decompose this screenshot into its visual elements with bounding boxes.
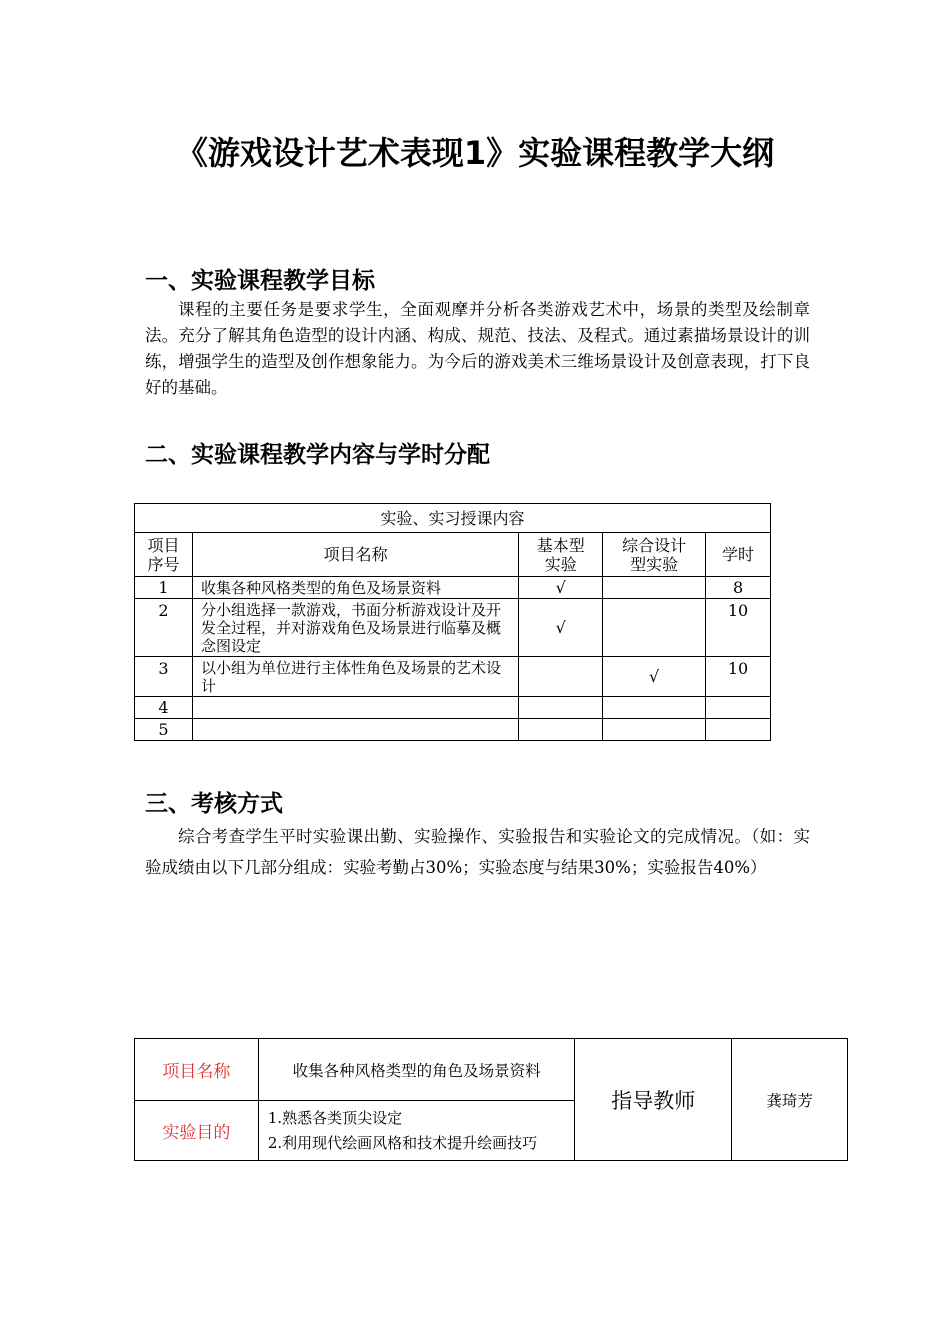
row-comprehensive [603, 719, 706, 741]
goal-item: 2.利用现代绘画风格和技术提升绘画技巧 [267, 1133, 538, 1152]
row-basic: √ [519, 577, 603, 599]
row-basic [519, 657, 603, 697]
row-basic: √ [519, 599, 603, 657]
table-row [135, 657, 771, 697]
page-title: 《游戏设计艺术表现1》实验课程教学大纲 [175, 134, 775, 172]
header-index: 项目序号 [135, 533, 193, 577]
row-basic [519, 719, 603, 741]
project-goals [258, 1101, 575, 1161]
table-row [135, 599, 771, 657]
row-index: 2 [135, 599, 193, 657]
table-row [135, 697, 771, 719]
row-index: 4 [135, 697, 193, 719]
row-index: 3 [135, 657, 193, 697]
header-name: 项目名称 [192, 533, 518, 577]
row-comprehensive [603, 577, 706, 599]
row-name: 分小组选择一款游戏，书面分析游戏设计及开发全过程，并对游戏角色及场景进行临摹及概念图设定 [192, 599, 518, 657]
row-hours [706, 719, 771, 741]
project-name-value: 收集各种风格类型的角色及场景资料 [258, 1039, 575, 1101]
section1-paragraph: 课程的主要任务是要求学生，全面观摩并分析各类游戏艺术中，场景的类型及绘制章法。充分了解其角色造型的设计内涵、构成、规范、技法、及程式。通过素描场景设计的训练，增强学生的造型及创作想象能力。为今后的游戏美术三维场景设计及创意表现，打下良好的基础。 [145, 300, 810, 397]
table-row [135, 577, 771, 599]
section3-paragraph: 综合考查学生平时实验课出勤、实验操作、实验报告和实验论文的完成情况。（如：实验成绩由以下几部分组成：实验考勤占30%；实验态度与结果30%；实验报告40%） [145, 827, 810, 877]
row-name: 收集各种风格类型的角色及场景资料 [192, 577, 518, 599]
row-hours: 10 [706, 657, 771, 697]
row-name: 以小组为单位进行主体性角色及场景的艺术设计 [192, 657, 518, 697]
section3-heading: 三、考核方式 [145, 791, 283, 817]
row-name [192, 697, 518, 719]
project-table [134, 1038, 848, 1161]
row-name [192, 719, 518, 741]
header-comprehensive: 综合设计型实验 [603, 533, 706, 577]
row-basic [519, 697, 603, 719]
row-hours: 10 [706, 599, 771, 657]
row-hours: 8 [706, 577, 771, 599]
row-comprehensive [603, 697, 706, 719]
teacher-label: 指导教师 [575, 1039, 732, 1161]
row-index: 5 [135, 719, 193, 741]
table-row [135, 719, 771, 741]
header-hours: 学时 [706, 533, 771, 577]
project-goal-label: 实验目的 [135, 1101, 259, 1161]
teacher-value: 龚琦芳 [732, 1039, 848, 1161]
row-hours [706, 697, 771, 719]
section2-heading: 二、实验课程教学内容与学时分配 [145, 442, 490, 468]
header-basic: 基本型实验 [519, 533, 603, 577]
project-name-label: 项目名称 [135, 1039, 259, 1101]
goal-item: 1.熟悉各类顶尖设定 [267, 1108, 403, 1127]
table-caption: 实验、实习授课内容 [135, 504, 771, 533]
content-table [134, 503, 771, 741]
row-index: 1 [135, 577, 193, 599]
section1-heading: 一、实验课程教学目标 [145, 268, 375, 294]
row-comprehensive: √ [603, 657, 706, 697]
row-comprehensive [603, 599, 706, 657]
